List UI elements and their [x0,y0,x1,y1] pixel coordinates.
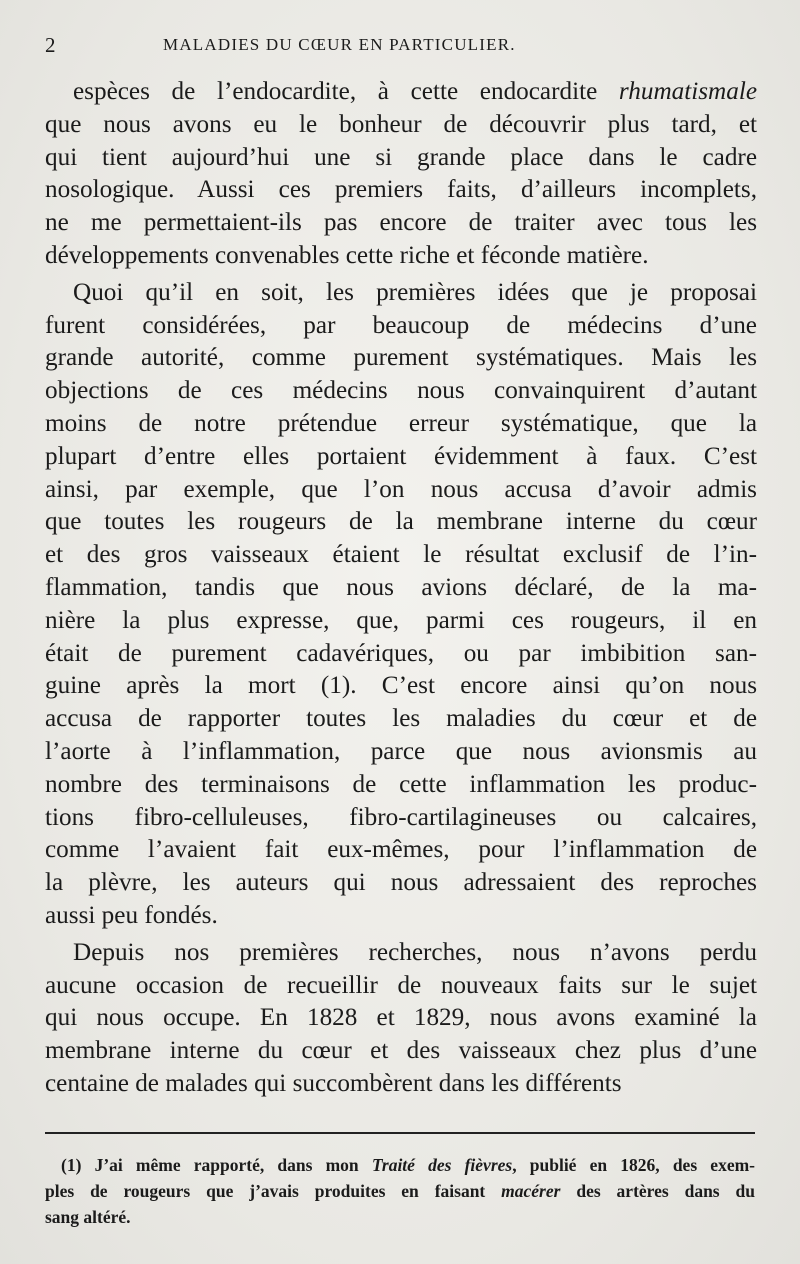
text-segment: sang altéré. [45,1207,131,1227]
text-line: flammation, tandis que nous avions déclaré, de la ma- [45,573,757,601]
text-segment: ples de rougeurs que j’avais produites en faisant [45,1181,502,1201]
text-line: ne me permettaient-ils pas encore de traiter avec tous les [45,209,757,237]
footnote-rule [45,1132,755,1134]
text-line: objections de ces médecins nous convainquirent d’autant [45,377,757,405]
text-line: grande autorité, comme purement systématiques. Mais les [45,344,757,372]
text-line: aucune occasion de recueillir de nouveaux faits sur le sujet [45,971,757,999]
text-line: aussi peu fondés. [45,901,218,929]
text-line: tions fibro-celluleuses, fibro-cartilagineuses ou calcaires, [45,803,757,831]
italic-term: Traité des fièvres [371,1155,513,1175]
page-number: 2 [45,33,56,57]
text-line: nombre des terminaisons de cette inflammation les produc- [45,770,757,798]
text-line: que toutes les rougeurs de la membrane interne du cœur [45,508,757,536]
text-line: furent considérées, par beaucoup de médecins d’une [45,311,757,339]
text-line: nosologique. Aussi ces premiers faits, d’ailleurs incomplets, [45,176,757,204]
text-line: Depuis nos premières recherches, nous n’avons perdu [73,938,757,966]
text-line: l’aorte à l’inflammation, parce que nous avionsmis au [45,737,757,765]
text-line: qui tient aujourd’hui une si grande place dans le cadre [45,143,757,171]
footnote-line [45,1204,755,1230]
text-line: ainsi, par exemple, que l’on nous accusa d’avoir admis [45,475,757,503]
paragraph [45,76,757,273]
footnote-line [45,1152,755,1178]
running-title: MALADIES DU CŒUR EN PARTICULIER. [163,35,516,54]
text-line: membrane interne du cœur et des vaisseaux chez plus d’une [45,1037,757,1065]
text-line: guine après la mort (1). C’est encore ainsi qu’on nous [45,672,757,700]
text-line: était de purement cadavériques, ou par imbibition san- [45,639,757,667]
text-line: et des gros vaisseaux étaient le résultat exclusif de l’in- [45,541,757,569]
text-line: la plèvre, les auteurs qui nous adressaient des reproches [45,869,757,897]
text-segment: des artères dans du [560,1181,755,1201]
paragraph [45,937,757,1101]
text-line: nière la plus expresse, que, parmi ces rougeurs, il en [45,606,757,634]
text-line: développements convenables cette riche et féconde matière. [45,241,649,269]
italic-term: macérer [501,1181,561,1201]
text-line: accusa de rapporter toutes les maladies du cœur et de [45,705,757,733]
text-line: plupart d’entre elles portaient évidemment à faux. C’est [45,442,757,470]
text-segment: , publié en 1826, des exem- [512,1155,755,1175]
paragraph [45,277,757,933]
footnote-line [45,1178,755,1204]
text-line [45,76,757,109]
text-segment: (1) J’ai même rapporté, dans mon [61,1155,372,1175]
footnote [45,1152,755,1230]
text-line: comme l’avaient fait eux-mêmes, pour l’inflammation de [45,836,757,864]
running-head [45,33,757,63]
text-line: qui nous occupe. En 1828 et 1829, nous avons examiné la [45,1004,757,1032]
text-line: centaine de malades qui succombèrent dans les différents [45,1069,622,1097]
body-text [45,76,757,1105]
italic-term: rhumatismale [618,78,757,105]
text-line: Quoi qu’il en soit, les premières idées que je proposai [73,278,757,306]
text-segment: espèces de l’endocardite, à cette endocardite [73,78,619,105]
text-line: que nous avons eu le bonheur de découvrir plus tard, et [45,110,757,138]
text-line: moins de notre prétendue erreur systématique, que la [45,409,757,437]
